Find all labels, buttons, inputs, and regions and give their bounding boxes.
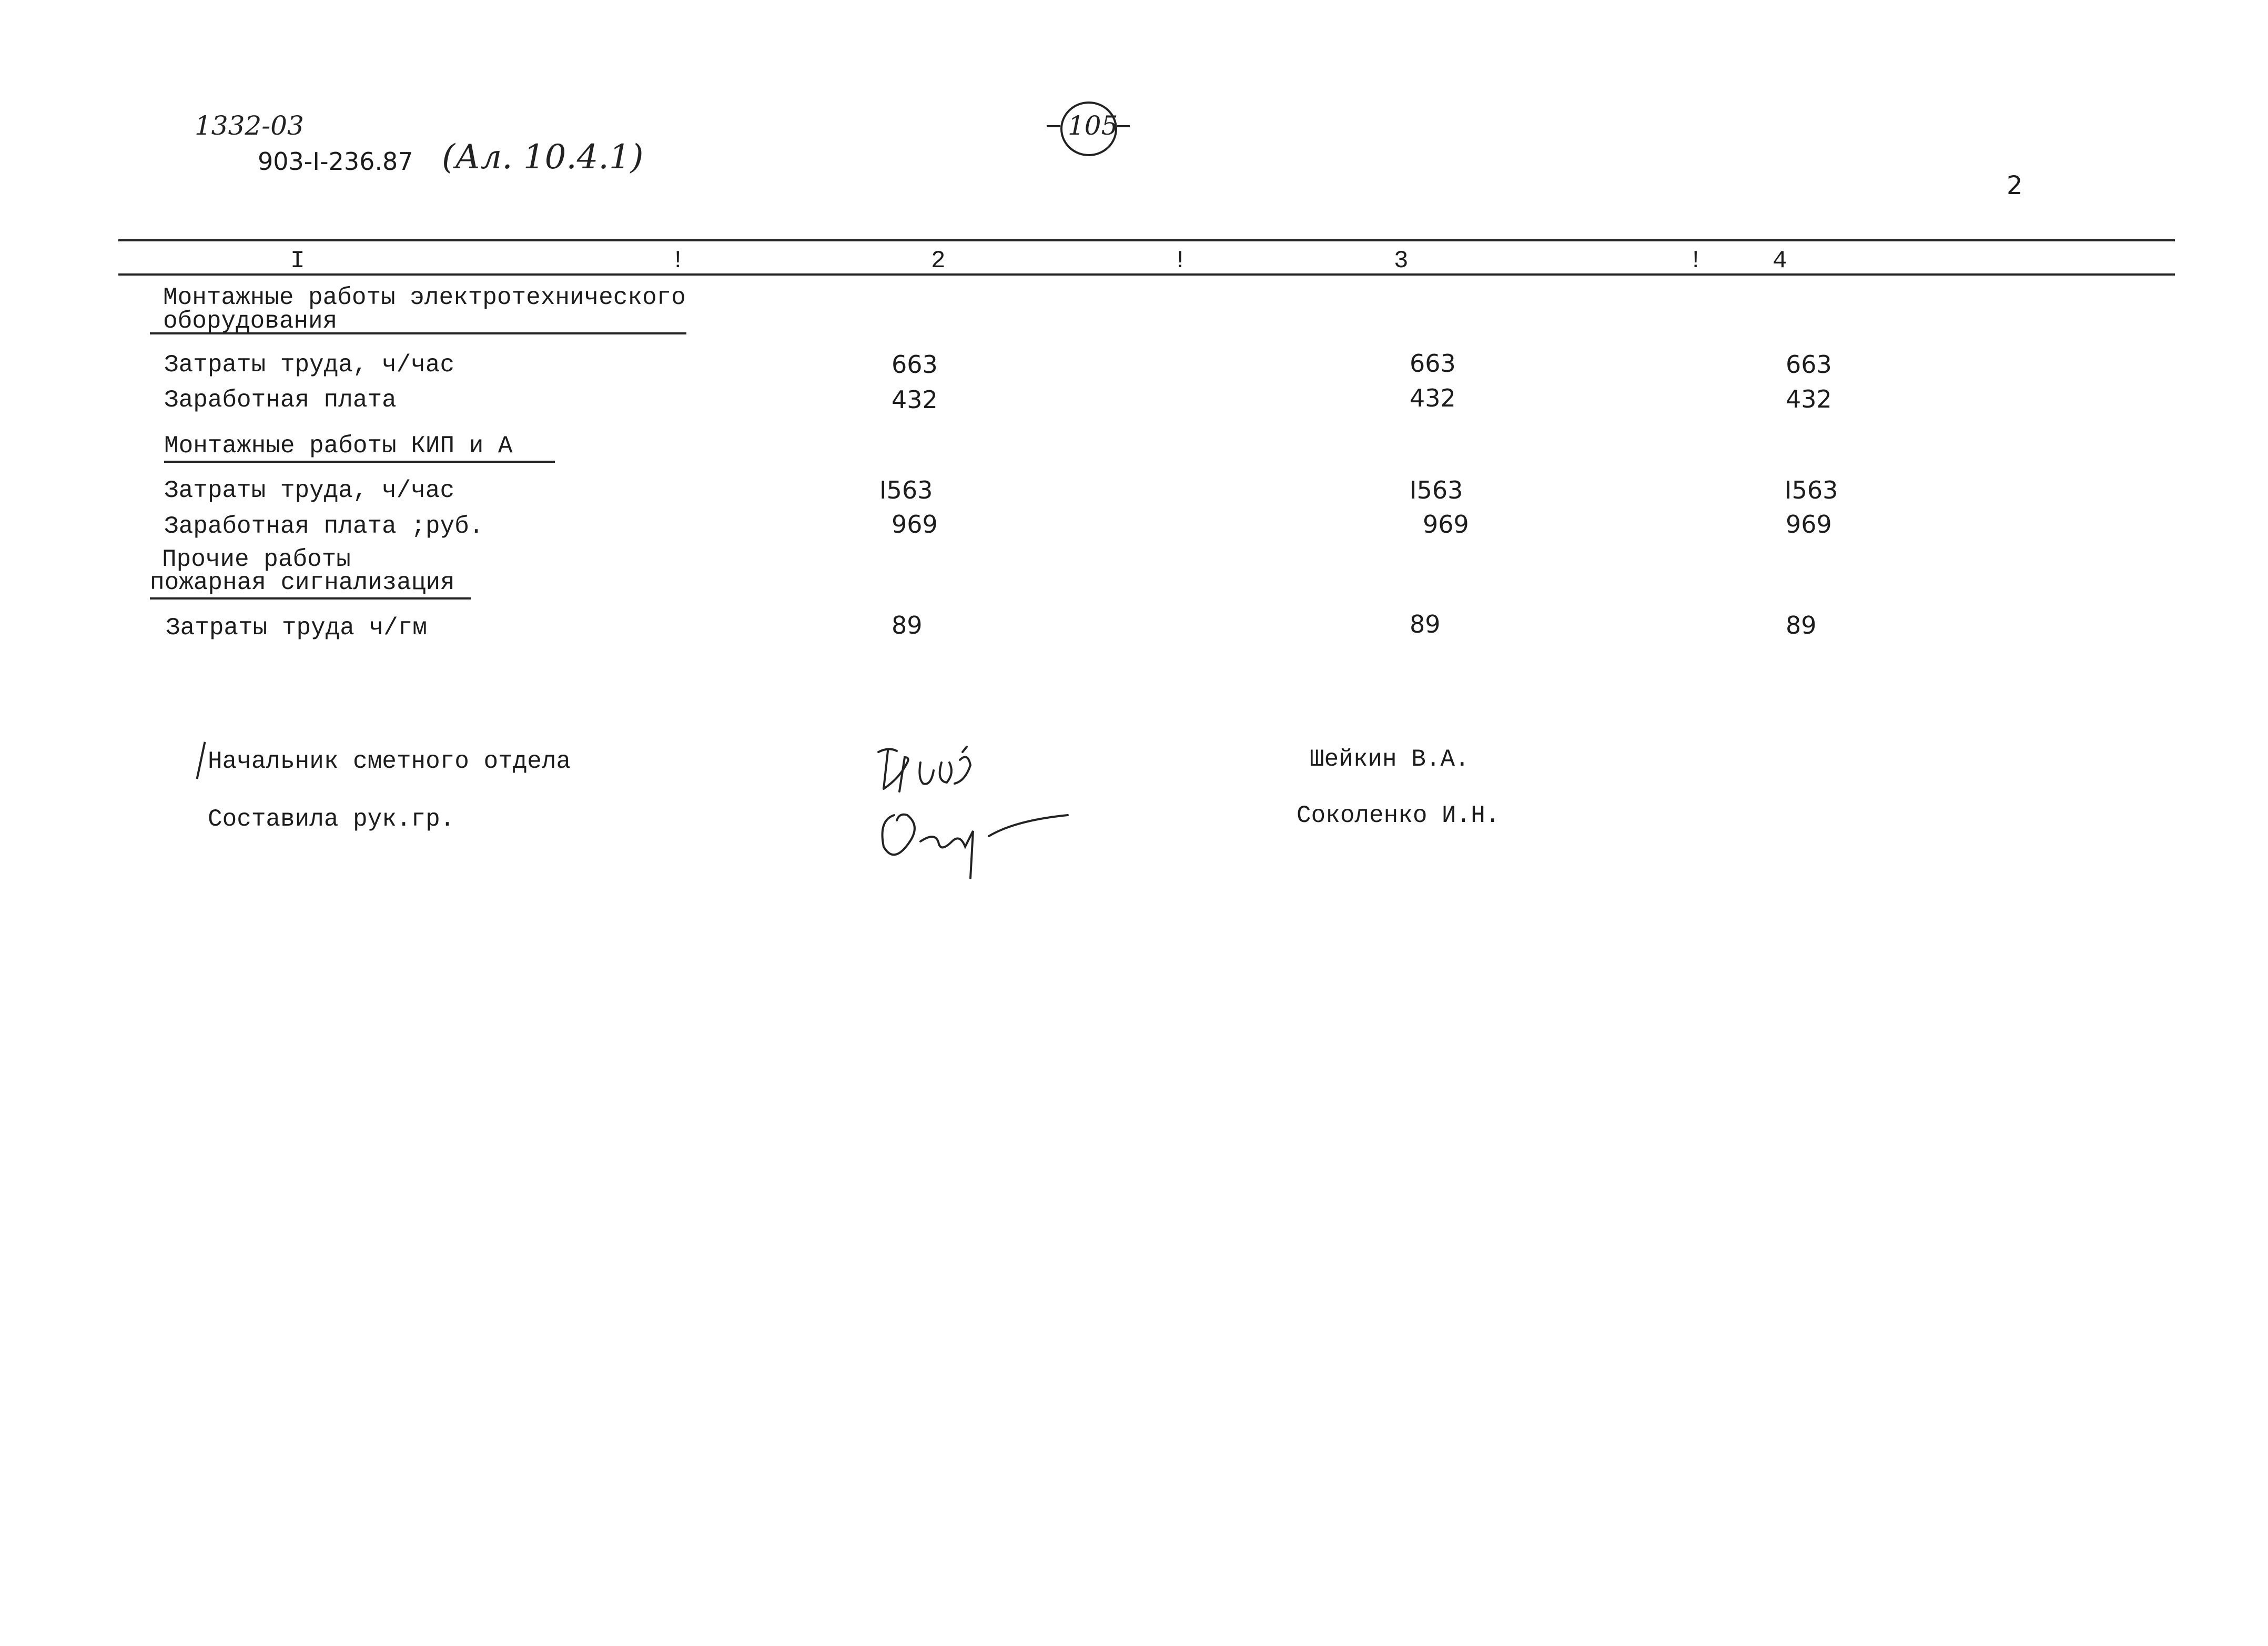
column-header-4: 4 xyxy=(1773,247,1787,275)
handwritten-reference: (Ал. 10.4.1) xyxy=(442,138,644,177)
column-header-2: 2 xyxy=(931,247,946,275)
cell-value: 89 xyxy=(1410,610,1441,638)
cell-value: 89 xyxy=(892,611,923,639)
row-label: Затраты труда ч/гм xyxy=(166,614,427,642)
cell-value: 663 xyxy=(1410,349,1456,378)
handwritten-signature-icon xyxy=(868,741,1089,883)
section-title: Прочие работы xyxy=(162,546,351,573)
signature-margin-mark xyxy=(196,741,206,779)
cell-value: 969 xyxy=(1786,510,1832,538)
column-separator: ! xyxy=(671,247,685,275)
circled-page-number: 105 xyxy=(1068,110,1118,141)
document-number: 903-I-236.87 xyxy=(258,147,413,176)
section-title: Монтажные работы электротехнического xyxy=(163,284,686,311)
cell-value: 663 xyxy=(1786,350,1832,379)
column-header-3: 3 xyxy=(1394,247,1409,275)
cell-value: 432 xyxy=(892,385,938,414)
row-label: Заработная плата xyxy=(164,387,397,414)
section-title-continued xyxy=(150,308,686,335)
section-title-underline xyxy=(150,332,686,334)
row-label: Затраты труда, ч/час xyxy=(164,351,455,379)
cell-value: 663 xyxy=(892,350,938,379)
circled-page-stamp xyxy=(1047,100,1131,158)
table-header-rule xyxy=(118,273,2175,276)
signature-name: Шейкин В.А. xyxy=(1310,746,1470,773)
cell-value: 969 xyxy=(892,510,938,538)
column-separator: ! xyxy=(1688,247,1703,275)
signature-role: Составила рук.гр. xyxy=(208,806,455,833)
cell-value: 432 xyxy=(1786,385,1832,413)
cell-value: 432 xyxy=(1410,384,1456,412)
signature-name: Соколенко И.Н. xyxy=(1297,802,1500,829)
page-number: 2 xyxy=(2007,171,2023,200)
section-title: Монтажные работы КИП и А xyxy=(164,432,555,463)
row-label: Заработная плата ;руб. xyxy=(164,513,484,540)
row-label: Затраты труда, ч/час xyxy=(164,477,455,504)
cell-value: 89 xyxy=(1786,611,1817,639)
section-title-line2: пожарная сигнализация xyxy=(150,569,471,600)
section-title-line2: оборудования xyxy=(163,308,338,335)
column-header-1: I xyxy=(290,247,305,275)
handwritten-code: 1332-03 xyxy=(195,110,304,141)
signature-role: Начальник сметного отдела xyxy=(208,748,571,775)
column-separator: ! xyxy=(1173,247,1188,275)
cell-value: I563 xyxy=(1785,476,1838,504)
cell-value: 969 xyxy=(1423,510,1469,538)
cell-value: I563 xyxy=(1410,476,1463,504)
cell-value: I563 xyxy=(879,476,933,504)
table-top-rule xyxy=(118,239,2175,241)
